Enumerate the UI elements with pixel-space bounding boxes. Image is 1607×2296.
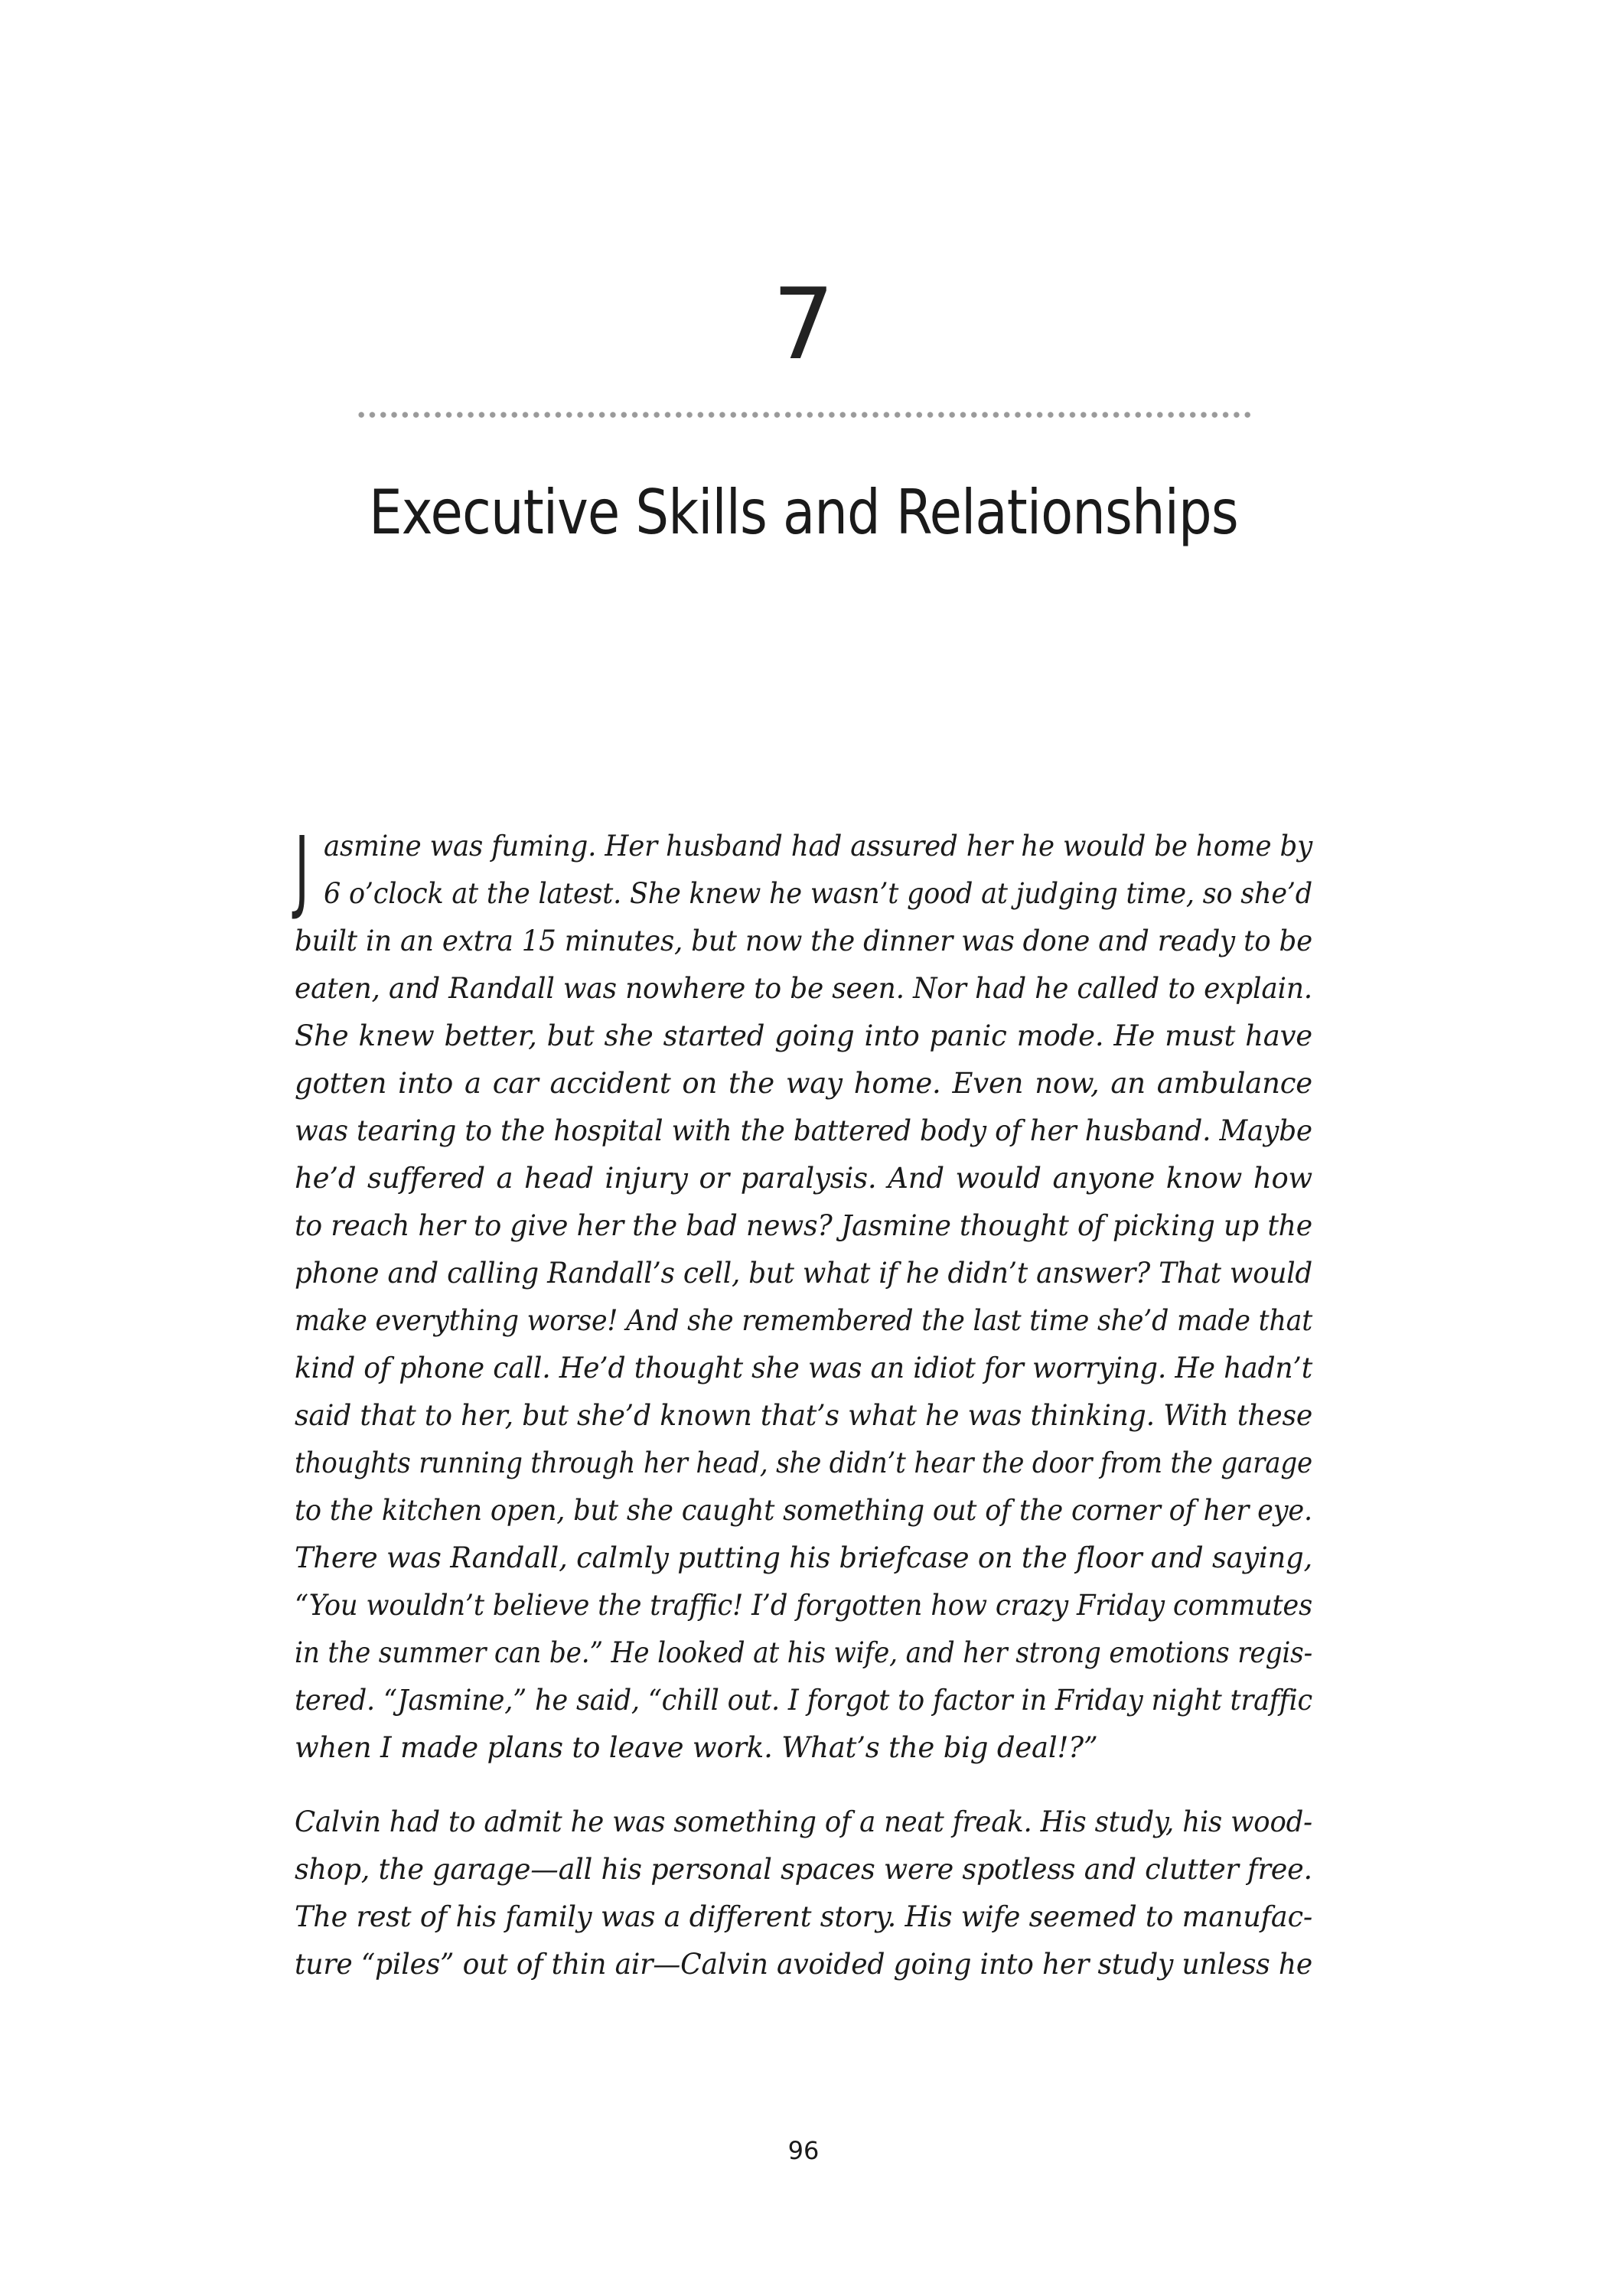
text-line: make everything worse! And she remembered the last time she’d made that	[295, 1304, 1312, 1337]
text-line: ture “piles” out of thin air—Calvin avoided going into her study unless he	[295, 1948, 1313, 1981]
text-line: in the summer can be.” He looked at his wife, and her strong emotions regis-	[295, 1636, 1312, 1669]
text-line: was tearing to the hospital with the battered body of her husband. Maybe	[295, 1114, 1312, 1147]
text-line: Calvin had to admit he was something of a neat freak. His study, his wood-	[295, 1805, 1312, 1838]
text-line: said that to her, but she’d known that’s what he was thinking. With these	[295, 1399, 1313, 1432]
text-line: to reach her to give her the bad news? Jasmine thought of picking up the	[295, 1209, 1313, 1242]
text-line: “You wouldn’t believe the traffic! I’d forgotten how crazy Friday commutes	[295, 1589, 1312, 1622]
text-line: kind of phone call. He’d thought she was an idiot for worrying. He hadn’t	[295, 1352, 1313, 1384]
page-number: 96	[787, 2136, 820, 2165]
text-line: when I made plans to leave work. What’s the big deal!?”	[295, 1731, 1098, 1764]
text-line: eaten, and Randall was nowhere to be seen. Nor had he called to explain.	[295, 972, 1313, 1005]
text-line: thoughts running through her head, she didn’t hear the door from the garage	[295, 1446, 1313, 1479]
text-line: phone and calling Randall’s cell, but what if he didn’t answer? That would	[295, 1257, 1313, 1290]
text-line: shop, the garage—all his personal spaces were spotless and clutter free.	[295, 1853, 1312, 1886]
text-line: The rest of his family was a different story. His wife seemed to manufac-	[295, 1900, 1313, 1933]
chapter-title: Executive Skills and Relationships	[369, 477, 1238, 548]
drop-cap: J	[295, 817, 310, 922]
text-line: he’d suffered a head injury or paralysis. And would anyone know how	[295, 1162, 1312, 1195]
paragraph-jasmine	[295, 817, 1313, 1772]
paragraph-calvin	[295, 1799, 1312, 1988]
text-line: gotten into a car accident on the way home. Even now, an ambulance	[295, 1067, 1312, 1100]
text-line: There was Randall, calmly putting his briefcase on the floor and saying,	[295, 1541, 1313, 1574]
chapter-number: 7	[772, 268, 835, 382]
text-line: to the kitchen open, but she caught something out of the corner of her eye.	[295, 1494, 1312, 1527]
text-line: tered. “Jasmine,” he said, “chill out. I forgot to factor in Friday night traffic	[295, 1684, 1312, 1717]
text-line: built in an extra 15 minutes, but now the dinner was done and ready to be	[295, 925, 1313, 957]
text-line: asmine was fuming. Her husband had assured her he would be home by	[324, 830, 1313, 863]
dotted-divider	[356, 409, 1251, 420]
text-line: 6 o’clock at the latest. She knew he wasn’t good at judging time, so she’d	[324, 877, 1312, 910]
text-line: She knew better, but she started going into panic mode. He must have	[295, 1019, 1312, 1052]
